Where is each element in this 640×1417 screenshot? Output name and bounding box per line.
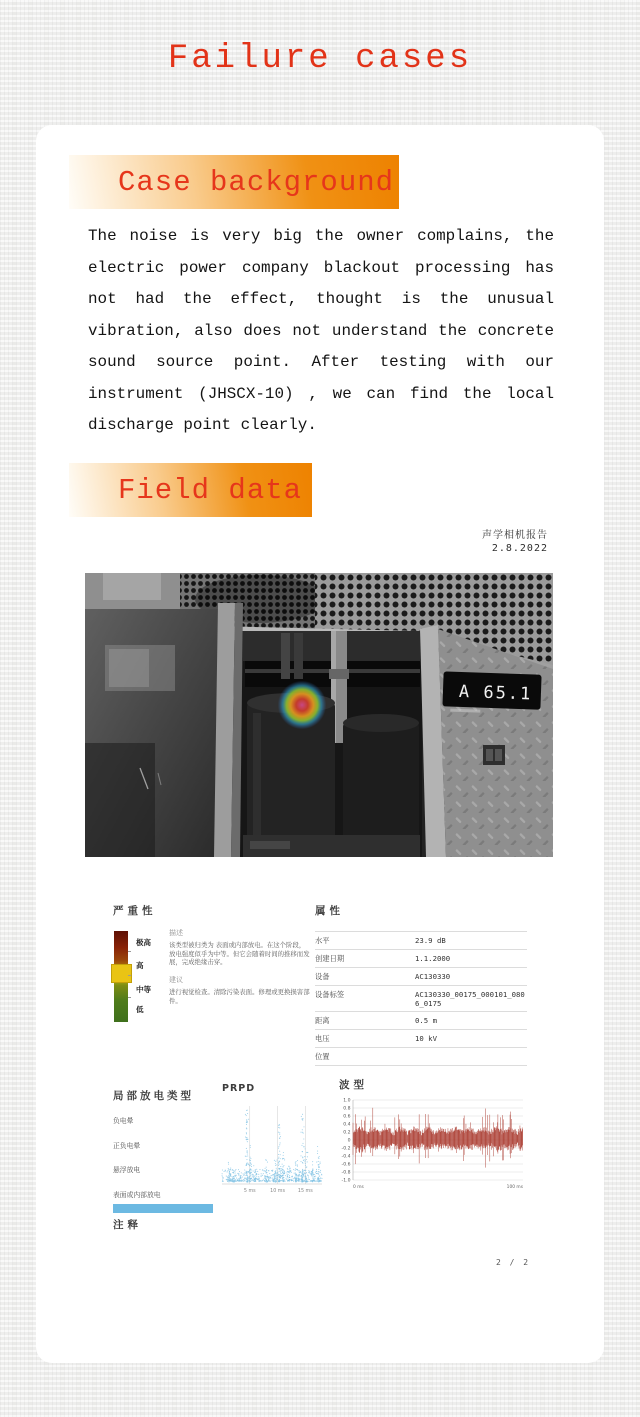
svg-text:0.4: 0.4 — [343, 1122, 351, 1128]
report-card — [36, 125, 604, 1363]
property-label: 水平 — [315, 936, 330, 945]
severity-scale-tick — [128, 975, 131, 976]
pd-type-item-2: 悬浮放电 — [113, 1166, 141, 1174]
svg-text:1.0: 1.0 — [343, 1098, 351, 1104]
svg-text:5 ms: 5 ms — [243, 1189, 256, 1194]
equipment-photo-graphic — [85, 573, 553, 857]
severity-level-2: 中等 — [136, 985, 151, 994]
property-value: 0.5 m — [415, 1016, 437, 1025]
prpd-title: PRPD — [222, 1083, 256, 1094]
severity-description-block — [169, 928, 311, 1014]
svg-text:15 ms: 15 ms — [297, 1189, 313, 1194]
property-row — [315, 1012, 527, 1030]
svg-text:-0.8: -0.8 — [341, 1170, 351, 1176]
property-value: 23.9 dB — [415, 936, 446, 945]
property-label: 电压 — [315, 1034, 330, 1043]
severity-scale-tick — [128, 997, 131, 998]
svg-text:0.2: 0.2 — [343, 1130, 351, 1136]
field-data-heading: Field data — [118, 473, 303, 507]
property-row — [315, 1030, 527, 1048]
severity-level-1: 高 — [136, 961, 144, 970]
svg-text:0: 0 — [347, 1138, 351, 1144]
svg-text:-0.4: -0.4 — [341, 1154, 351, 1160]
svg-text:-1.0: -1.0 — [341, 1178, 351, 1184]
properties-heading: 属性 — [315, 905, 344, 917]
property-row — [315, 968, 527, 986]
severity-section — [113, 903, 328, 1068]
severity-level-3: 低 — [136, 1005, 144, 1014]
equipment-photo — [85, 573, 553, 857]
prpd-chart — [222, 1102, 322, 1196]
page-indicator: 2 / 2 — [496, 1258, 531, 1267]
case-background-text: The noise is very big the owner complains, the electric power company blackout processing has not had the effect, thought is the unusual vibration, also does not understand the concrete sound source point. After testing with our instrument (JHSCX-10) , we can find the local discharge point clearly. — [88, 227, 554, 434]
property-row — [315, 932, 527, 950]
properties-section — [315, 903, 527, 1066]
property-value: AC130330_00175_000101_0806_0175 — [415, 990, 525, 1008]
svg-text:-0.2: -0.2 — [341, 1146, 351, 1152]
case-background-banner — [69, 155, 399, 209]
severity-scale-tick — [128, 951, 131, 952]
property-value: AC130330 — [415, 972, 451, 981]
severity-indicator — [111, 964, 132, 983]
property-label: 位置 — [315, 1052, 330, 1061]
svg-text:100 ms: 100 ms — [506, 1185, 523, 1190]
report-title-cn: 声学相机报告 — [482, 530, 548, 541]
pd-type-item-3: 表面或内部放电 — [113, 1190, 161, 1199]
pd-types-heading: 局部放电类型 — [113, 1090, 194, 1102]
svg-text:10 ms: 10 ms — [270, 1189, 285, 1194]
acoustic-hotspot — [275, 678, 329, 732]
property-value: 1.1.2000 — [415, 954, 451, 963]
case-background-heading: Case background — [118, 165, 395, 199]
field-data-banner — [69, 463, 312, 517]
severity-level-0: 极高 — [136, 938, 151, 947]
notes-heading: 注释 — [113, 1219, 142, 1231]
report-meta — [482, 529, 548, 555]
property-row — [315, 986, 527, 1012]
properties-table — [315, 931, 527, 1066]
page-title: Failure cases — [167, 40, 473, 78]
property-value — [415, 1052, 527, 1062]
pd-type-item-0: 负电晕 — [113, 1117, 134, 1125]
description-text: 该类型被归类为 表面或内部放电。在这个阶段，放电强度似乎为中等。但它会随着时间的推移而发展，完成绝缘击穿。 — [169, 941, 310, 967]
waveform-heading: 波型 — [339, 1079, 368, 1091]
svg-text:0.6: 0.6 — [343, 1114, 351, 1120]
property-row — [315, 1048, 527, 1066]
prpd-section — [222, 1083, 326, 1196]
svg-text:0.8: 0.8 — [343, 1106, 351, 1112]
severity-heading: 严重性 — [113, 905, 157, 917]
pd-type-list — [113, 1115, 221, 1213]
property-row — [315, 950, 527, 968]
property-label: 设备 — [315, 972, 330, 981]
property-value: 10 kV — [415, 1034, 437, 1043]
property-label: 设备标签 — [315, 990, 345, 999]
waveform-chart — [339, 1098, 523, 1194]
svg-text:0 ms: 0 ms — [353, 1185, 364, 1190]
level-display-reading: A 65.1 — [458, 681, 533, 705]
property-label: 距离 — [315, 1016, 330, 1025]
property-label: 创建日期 — [315, 954, 345, 963]
waveform-section — [339, 1077, 529, 1194]
pd-type-item-1: 正负电晕 — [113, 1141, 141, 1150]
description-label: 描述 — [169, 929, 183, 937]
pd-types-section — [113, 1088, 221, 1213]
svg-text:-0.6: -0.6 — [341, 1162, 351, 1168]
suggestion-label: 建议 — [169, 976, 183, 985]
suggestion-text: 进行视觉检查。清除污染表面。修理或更换损害部件。 — [169, 988, 310, 1005]
selected-pd-type-bar — [113, 1204, 213, 1213]
report-date: 2.8.2022 — [491, 543, 548, 554]
